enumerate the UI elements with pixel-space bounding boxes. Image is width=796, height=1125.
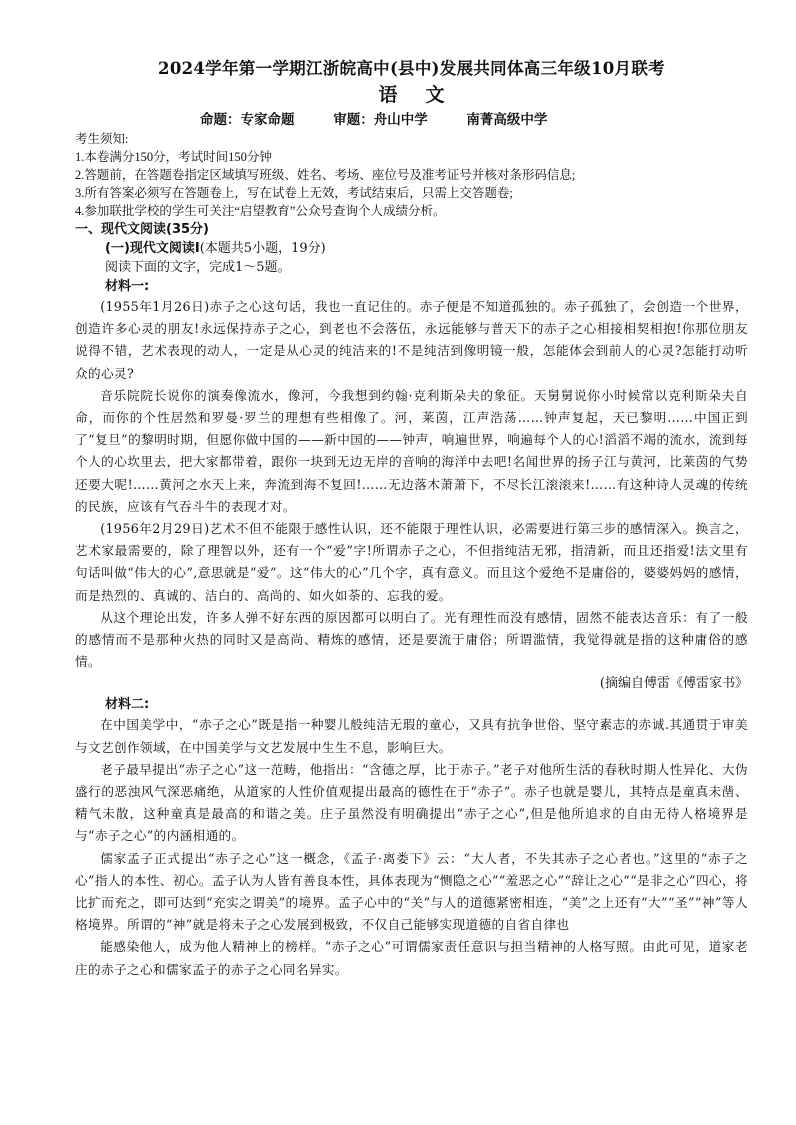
subsection-heading xyxy=(75,239,748,258)
reading-instruction: 阅读下面的文字，完成1～5题。 xyxy=(105,260,291,275)
credits-line xyxy=(75,110,748,130)
candidate-notice xyxy=(75,130,748,220)
material1-source: (摘编自傅雷《傅雷家书》 xyxy=(599,676,748,692)
material1-paragraph: 音乐院院长说你的演奏像流水，像河，今我想到约翰·克利斯朵夫的象征。天舅舅说你小时候常以克利斯朵夫自命，而你的个性居然和罗曼·罗兰的理想有些相像了。河，莱茵，江声浩荡……钟声复起，天已黎明……中国正到了“复旦”的黎明时期，但愿你做中国的——新中国的——钟声，响遍世界，响遍每个人的心!滔滔不竭的流水，流到每个人的心坎里去，把大家都带着，跟你一块到无边无岸的音响的海洋中去吧!名闻世界的扬子江与黄河，比莱茵的气势还要大呢!……黄河之水天上来，奔流到海不复回!……无边落木萧萧下，不尽长江滚滚来!……有这种诗人灵魂的传统的民族，应该有气吞斗牛的表现才对。 xyxy=(75,387,748,514)
reviewer2-credit: 南菁高级中学 xyxy=(466,112,548,128)
notice-item: 1.本卷满分150分，考试时间150分钟 xyxy=(75,150,272,164)
subsection-heading-rest: (本题共5小题，19分) xyxy=(199,241,326,256)
subject-title: 语文 xyxy=(378,84,473,106)
material2-paragraph: 儒家孟子正式提出“赤子之心”这一概念，《孟子·离娄下》云：“大人者，不失其赤子之心者也。”这里的“赤子之心”指人的本性、初心。孟子认为人皆有善良本性，具体表现为“恻隐之心”“羞恶之心”“辞让之心”“是非之心”四心，将比扩而充之，即可达到“充实之谓美”的境界。孟子心中的“关”与人的道德紧密相连，“美”之上还有“大”“圣”“神”等人格境界。所谓的“神”就是将未子之心发展到极致，不仅自己能够实现道德的自省自律也 xyxy=(75,850,748,933)
material1-paragraph: (1955年1月26日)赤子之心这句话，我也一直记住的。赤子便是不知道孤独的。赤子孤独了，会创造一个世界，创造许多心灵的朋友!永远保持赤子之心，到老也不会落伍，永远能够与普天下的赤子之心相接相契相抱!你那位朋友说得不错，艺术表现的动人，一定是从心灵的纯洁来的!不是纯洁到像明镜一般，怎能体会到前人的心灵?怎能打动听众的心灵? xyxy=(75,299,748,381)
section-heading: 一、现代文阅读(35分) xyxy=(75,222,209,237)
reviewer-credit: 审题：舟山中学 xyxy=(333,112,428,128)
author-credit: 命题：专家命题 xyxy=(200,112,295,128)
notice-heading: 考生须知: xyxy=(75,132,129,146)
subsection-heading-bold: (一)现代文阅读I xyxy=(105,241,200,256)
notice-item: 2.答题前，在答题卷指定区域填写班级、姓名、考场、座位号及准考证号并核对条形码信息; xyxy=(75,168,576,182)
material2-label: 材料二: xyxy=(105,697,150,713)
material1-paragraph: (1956年2月29日)艺术不但不能限于感性认识，还不能限于理性认识，必需要进行第三步的感情深入。换言之，艺术家最需要的，除了理智以外，还有一个“爱”字!所谓赤子之心，不但指纯洁无邪，指清新，而且还指爱!法文里有句话叫做“伟大的心”,意思就是“爱”。这“伟大的心”几个字，真有意义。而且这个爱绝不是庸俗的，婆婆妈妈的感情，而是热烈的、真诚的、洁白的、高尚的、如火如荼的、忘我的爱。 xyxy=(75,521,748,603)
material2-paragraph: 能感染他人，成为他人精神上的榜样。“赤子之心”可谓儒家责任意识与担当精神的人格写照。由此可见，道家老庄的赤子之心和儒家孟子的赤子之心同名异实。 xyxy=(75,939,748,977)
notice-item: 3.所有答案必须写在答题卷上，写在试卷上无效，考试结束后，只需上交答题卷; xyxy=(75,186,513,200)
material2-paragraph: 在中国美学中，“赤子之心”既是指一种婴儿般纯洁无瑕的童心，又具有抗争世俗、坚守素志的赤诚.其通贯于审美与文艺创作领域，在中国美学与文艺发展中生生不息，影响巨大。 xyxy=(75,717,748,755)
material1-paragraph: 从这个理论出发，许多人弹不好东西的原因都可以明白了。光有理性而没有感情，固然不能表达音乐：有了一般的感情而不是那种火热的同时又是高尚、精炼的感情，还是要流于庸俗；所谓滥情，我觉得就是指的这种庸俗的感情。 xyxy=(75,609,748,670)
material1-label: 材料一: xyxy=(105,279,150,294)
exam-title: 2024学年第一学期江浙皖高中(县中)发展共同体高三年级10月联考 xyxy=(158,59,665,78)
material2-paragraph: 老子最早提出“赤子之心”这一范畴，他指出：“含德之厚，比于赤子。”老子对他所生活的春秋时期人性异化、大伪盛行的恶浊风气深恶痛绝，从道家的人性价值观提出最高的德性在于“赤子”。赤子也就是婴儿，其特点是童真未凿、精气未散，这种童真是最高的和谐之美。庄子虽然没有明确提出“赤子之心”,但是他所追求的自由无待人格境界是与“赤子之心”的内涵相通的。 xyxy=(75,761,748,844)
notice-item: 4.参加联批学校的学生可关注“启望教育”公众号查询个人成绩分析。 xyxy=(75,204,446,218)
